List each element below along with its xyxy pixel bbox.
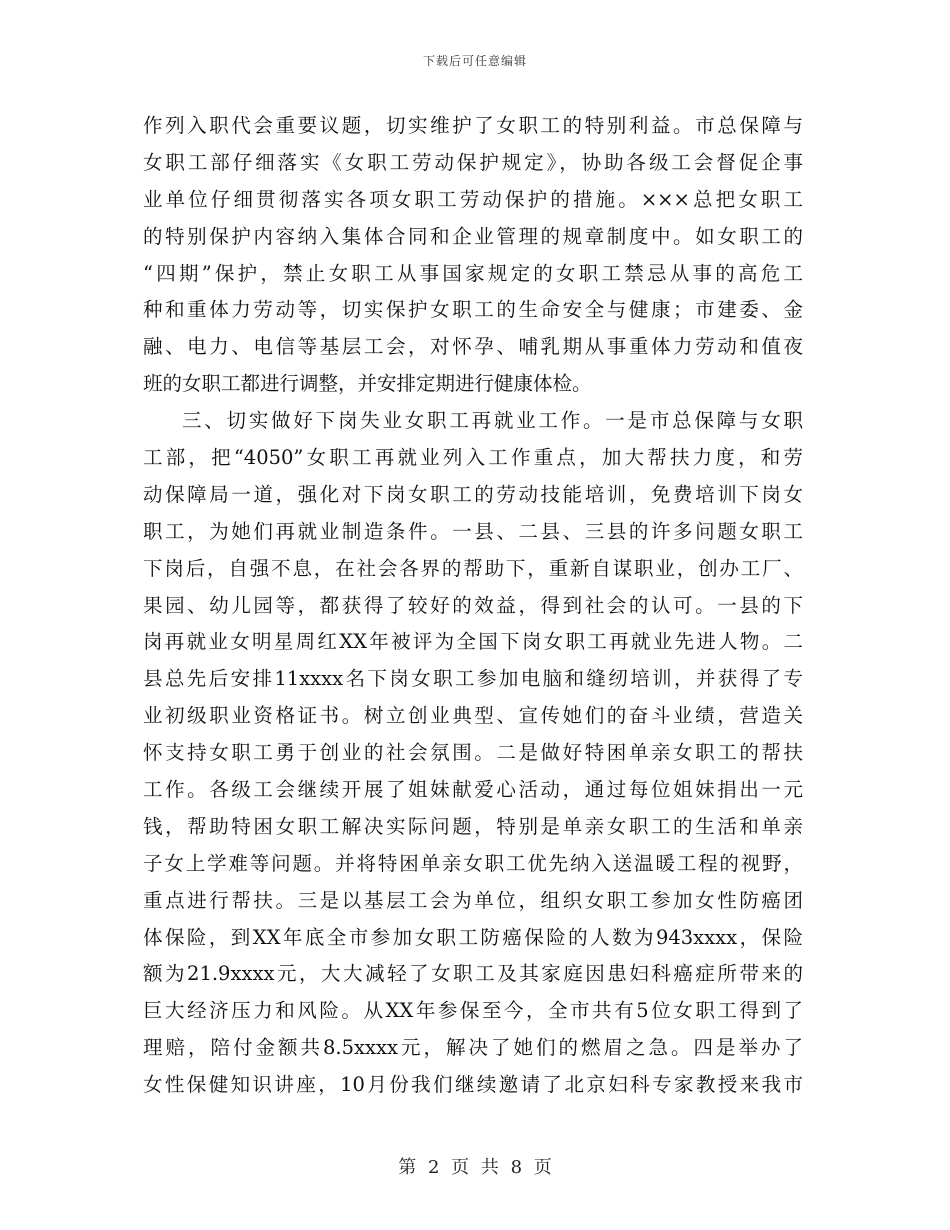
text-line: 业单位仔细贯彻落实各项女职工劳动保护的措施。×××总把女职工	[143, 187, 803, 211]
text-line: 的特别保护内容纳入集体合同和企业管理的规章制度中。如女职工的	[143, 224, 803, 248]
text-line: 怀支持女职工勇于创业的社会氛围。二是做好特困单亲女职工的帮扶	[143, 741, 803, 765]
text-line: 钱，帮助特困女职工解决实际问题，特别是单亲女职工的生活和单亲	[143, 814, 803, 838]
text-line: 女职工部仔细落实《女职工劳动保护规定》，协助各级工会督促企事	[143, 150, 803, 174]
text-line: 工作。各级工会继续开展了姐妹献爱心活动，通过每位姐妹捐出一元	[143, 778, 803, 802]
text-line: 动保障局一道，强化对下岗女职工的劳动技能培训，免费培训下岗女	[143, 482, 803, 506]
page-number-footer: 第 2 页 共 8 页	[398, 1157, 552, 1178]
text-line: 巨大经济压力和风险。从XX年参保至今，全市共有5位女职工得到了	[143, 999, 803, 1023]
text-line: 种和重体力劳动等，切实保护女职工的生命安全与健康；市建委、金	[143, 298, 803, 322]
page-header: 下载后可任意编辑	[422, 54, 527, 68]
text-line: 融、电力、电信等基层工会，对怀孕、哺乳期从事重体力劳动和值夜	[143, 335, 803, 359]
text-line: 果园、幼儿园等，都获得了较好的效益，得到社会的认可。一县的下	[143, 593, 803, 617]
text-line: 岗再就业女明星周红XX年被评为全国下岗女职工再就业先进人物。二	[143, 630, 803, 654]
text-line: 班的女职工都进行调整，并安排定期进行健康体检。	[143, 372, 592, 396]
text-line: 职工，为她们再就业制造条件。一县、二县、三县的许多问题女职工	[143, 519, 803, 543]
text-line: 业初级职业资格证书。树立创业典型、宣传她们的奋斗业绩，营造关	[143, 704, 803, 728]
body-text	[143, 108, 803, 1104]
text-line: 额为21.9xxxx元，大大减轻了女职工及其家庭因患妇科癌症所带来的	[143, 962, 803, 986]
text-line: 作列入职代会重要议题，切实维护了女职工的特别利益。市总保障与	[143, 114, 803, 137]
text-line: 重点进行帮扶。三是以基层工会为单位，组织女职工参加女性防癌团	[143, 888, 803, 912]
text-line: 下岗后，自强不息，在社会各界的帮助下，重新自谋职业，创办工厂、	[143, 556, 803, 580]
text-line: 县总先后安排11xxxx名下岗女职工参加电脑和缝纫培训，并获得了专	[143, 667, 803, 691]
text-line: 子女上学难等问题。并将特困单亲女职工优先纳入送温暖工程的视野，	[143, 851, 803, 875]
paragraph-start-line: 三、切实做好下岗失业女职工再就业工作。一是市总保障与女职	[182, 409, 803, 433]
text-line: 女性保健知识讲座，10月份我们继续邀请了北京妇科专家教授来我市	[143, 1073, 803, 1097]
text-line: 体保险，到XX年底全市参加女职工防癌保险的人数为943xxxx，保险	[143, 925, 803, 949]
text-line: 理赔，陪付金额共8.5xxxx元，解决了她们的燃眉之急。四是举办了	[143, 1036, 803, 1060]
text-line: 工部，把“4050”女职工再就业列入工作重点，加大帮扶力度，和劳	[143, 446, 803, 470]
text-line: “四期”保护，禁止女职工从事国家规定的女职工禁忌从事的高危工	[143, 261, 803, 285]
